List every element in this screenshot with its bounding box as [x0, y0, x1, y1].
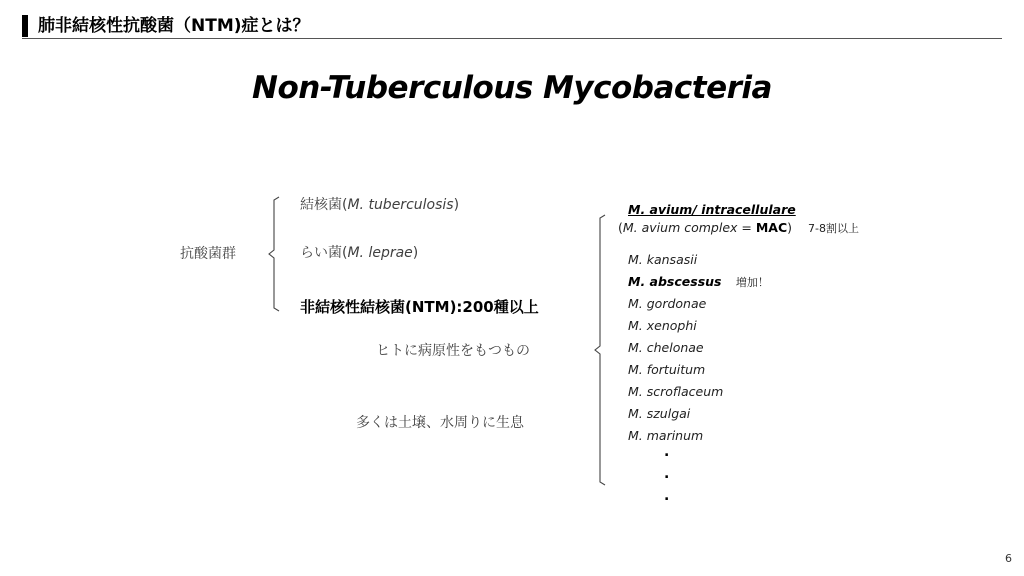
tuberculosis-latin: M. tuberculosis — [347, 197, 454, 213]
species-item: M. marinum — [628, 428, 704, 443]
tuberculosis-suffix: ) — [453, 197, 460, 213]
slide-title: Non-Tuberculous Mycobacteria — [252, 70, 772, 106]
right-brace — [594, 214, 606, 486]
continuation-dot: . — [664, 488, 670, 504]
species-item: M. fortuitum — [628, 362, 706, 377]
mac-sub-eq: = — [737, 220, 756, 235]
mac-subtitle — [618, 219, 859, 238]
header-title: 肺非結核性抗酸菌（NTM)症とは？ — [38, 16, 310, 36]
species-item: M. xenophi — [628, 318, 697, 333]
ntm-item: 非結核性結核菌(NTM):200種以上 — [300, 298, 539, 316]
tuberculosis-item — [300, 195, 459, 215]
leprae-item — [300, 243, 418, 263]
pathogenic-note: ヒトに病原性をもつもの — [376, 343, 530, 359]
continuation-dot: . — [664, 466, 670, 482]
header-rule — [22, 38, 1002, 39]
header-accent-bar — [22, 15, 28, 37]
acid-fast-group-label: 抗酸菌群 — [180, 246, 236, 262]
mac-sub-close: ) — [787, 220, 793, 235]
mac-sub-open: ( — [618, 220, 623, 235]
species-item: M. scroflaceum — [628, 384, 724, 399]
leprae-prefix: らい菌( — [300, 245, 348, 261]
species-name: M. abscessus — [628, 274, 722, 289]
page-number: 6 — [1005, 552, 1012, 565]
mac-sub-latin: M. avium complex — [622, 220, 738, 235]
tuberculosis-prefix: 結核菌( — [300, 197, 348, 213]
left-brace — [268, 196, 280, 312]
species-item: M. szulgai — [628, 406, 691, 421]
mac-title: M. avium/ intracellulare — [628, 202, 796, 217]
species-item-abscessus — [628, 273, 769, 292]
abscessus-note: 増加！ — [735, 276, 769, 289]
habitat-note: 多くは土壌、水周りに生息 — [356, 415, 524, 431]
continuation-dot: . — [664, 444, 670, 460]
leprae-latin: M. leprae — [347, 245, 413, 261]
species-item: M. chelonae — [628, 340, 704, 355]
mac-sub-abbr: MAC — [755, 220, 788, 235]
species-item: M. gordonae — [628, 296, 707, 311]
mac-note: 7-8割以上 — [808, 222, 859, 235]
species-item: M. kansasii — [628, 252, 698, 267]
leprae-suffix: ) — [412, 245, 419, 261]
